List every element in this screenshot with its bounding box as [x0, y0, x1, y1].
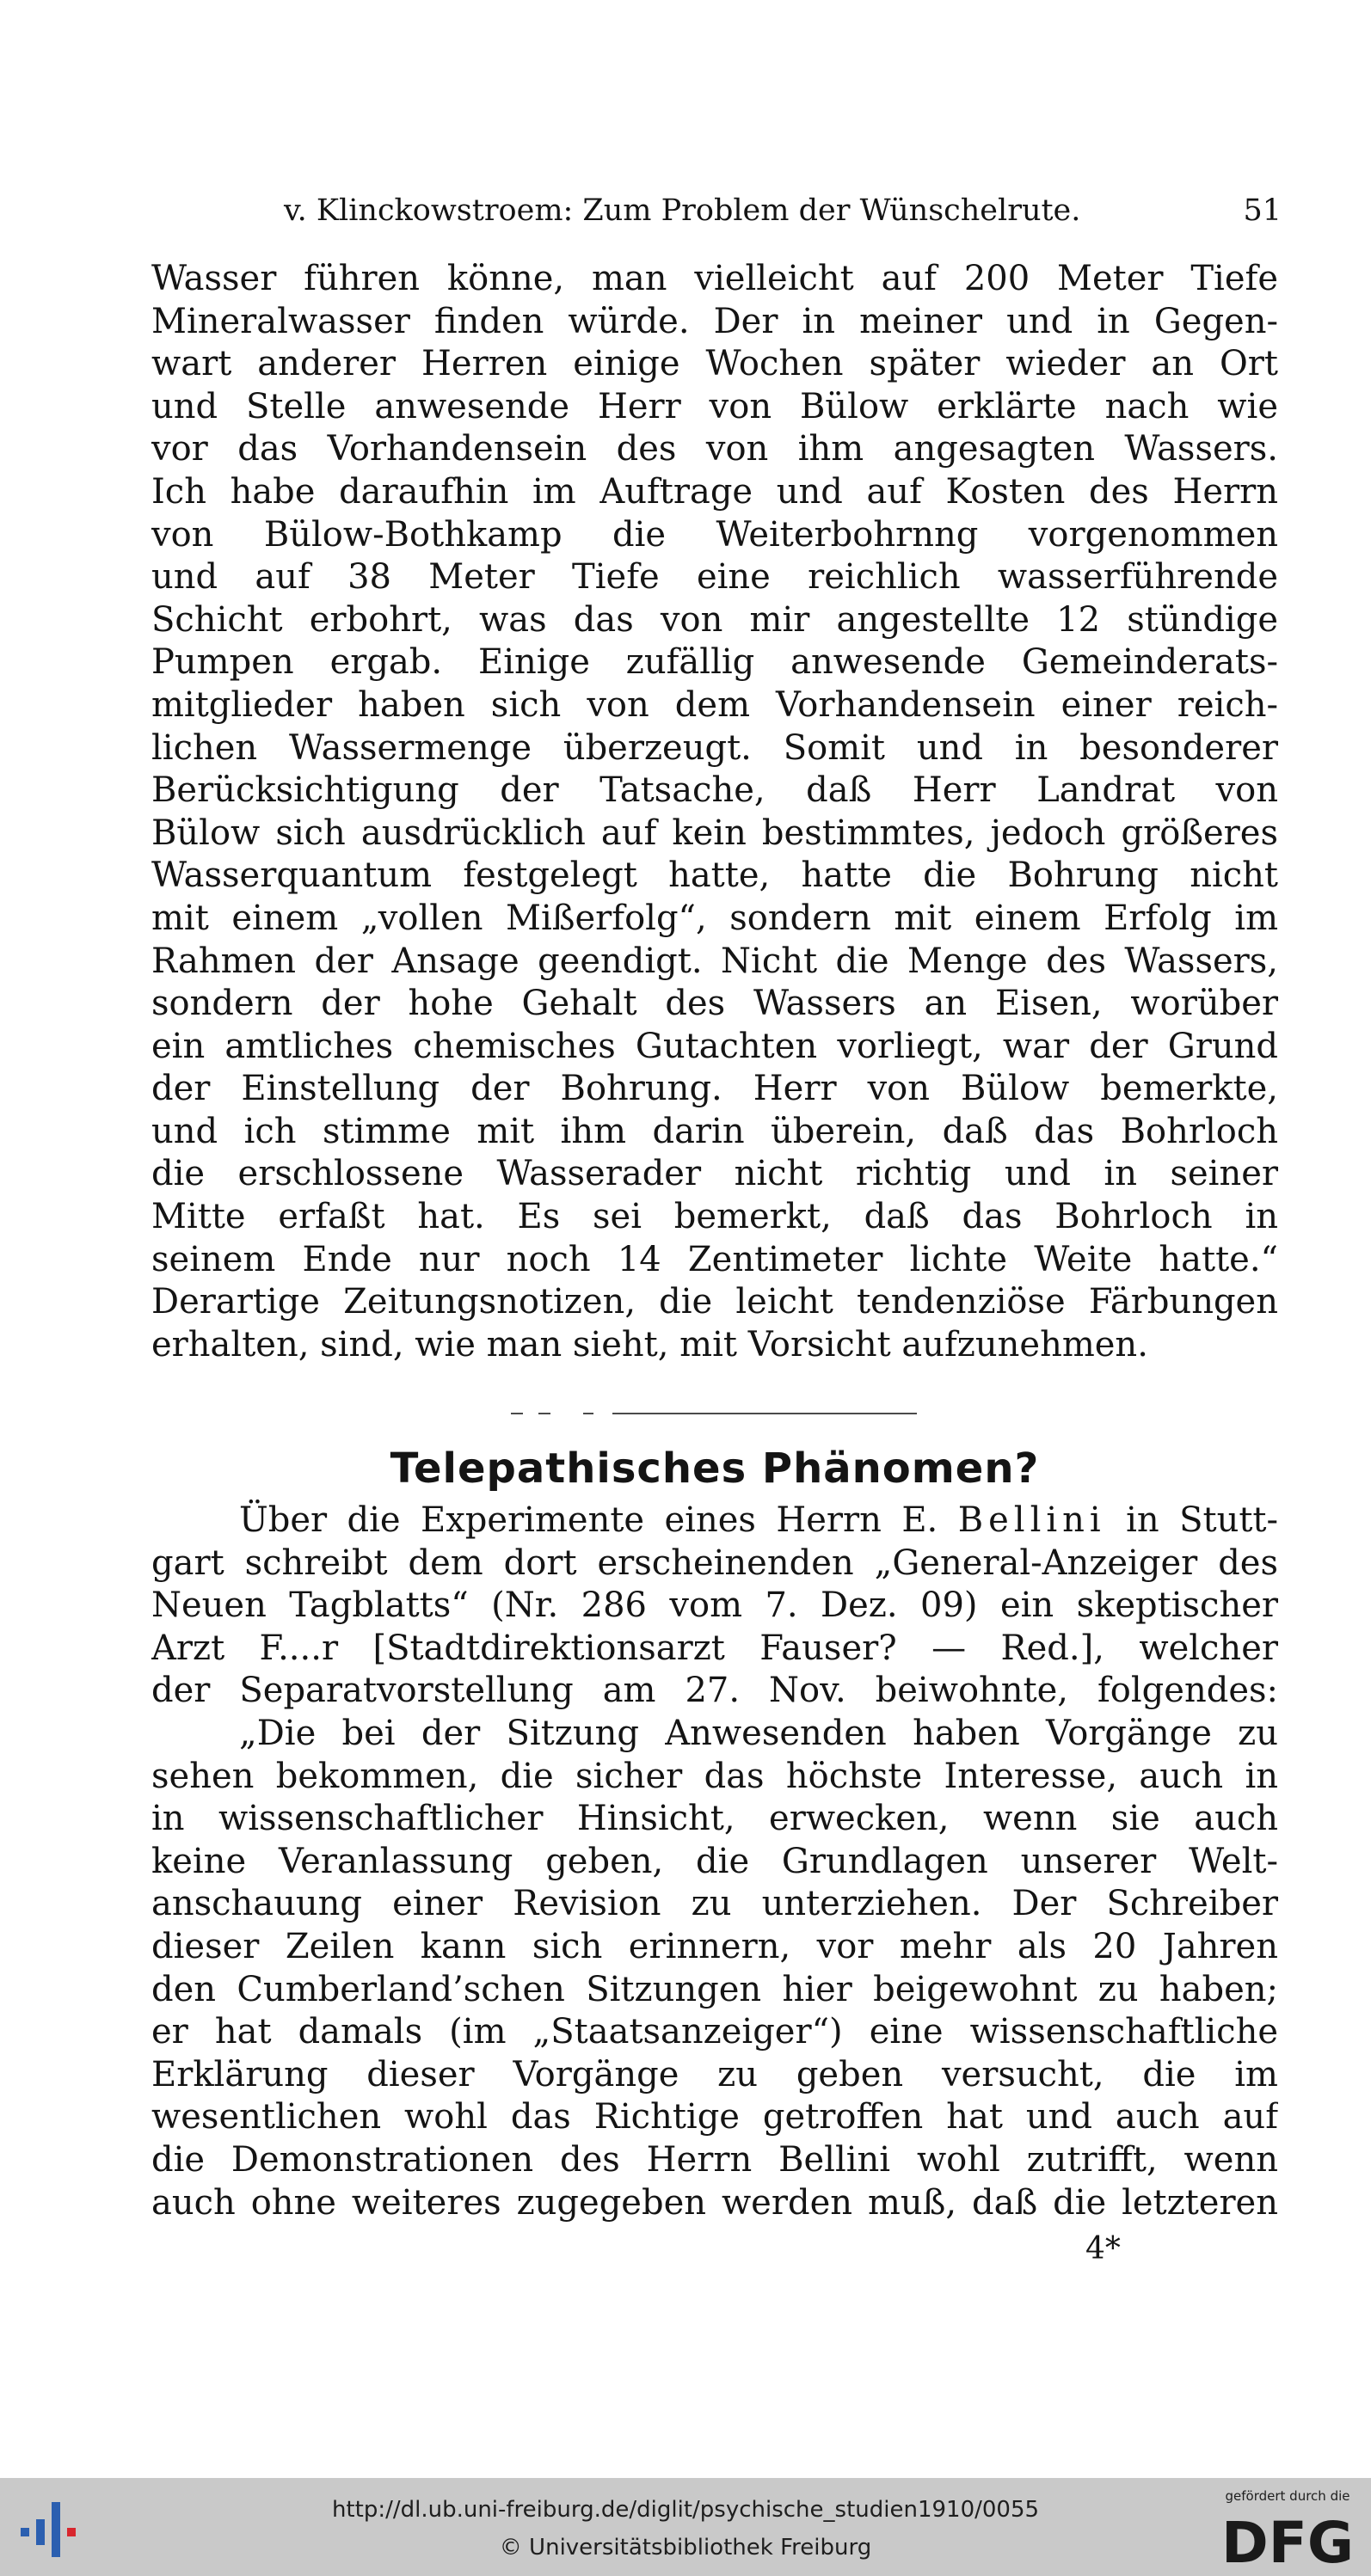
text-line: Über die Experimente eines Herrn E. Bellini in Stutt- [239, 1500, 1278, 1540]
text-line: Arzt F....r [Stadtdirektionsarzt Fauser? — Red.], welcher [151, 1628, 1278, 1668]
text-line: und ich stimme mit ihm darin überein, daß das Bohrloch [151, 1111, 1278, 1151]
text-line: auch ohne weiteres zugegeben werden muß, daß die letzteren [151, 2182, 1278, 2223]
text-line: Wasser führen könne, man vielleicht auf 200 Meter Tiefe [151, 259, 1278, 298]
separator-dash [511, 1413, 523, 1414]
dfg-caption: gefördert durch die [1225, 2488, 1350, 2504]
text-line: Mineralwasser finden würde. Der in meiner und in Gegen- [151, 301, 1278, 341]
section-heading: Telepathisches Phänomen? [390, 1444, 1040, 1493]
text-line: die Demonstrationen des Herrn Bellini wohl zutrifft, wenn [151, 2139, 1278, 2180]
separator-rule [612, 1413, 917, 1414]
text-line: ein amtliches chemisches Gutachten vorliegt, war der Grund [151, 1026, 1278, 1066]
text-line: Schicht erbohrt, was das von mir angestellte 12 stündige [151, 599, 1278, 640]
text-line: er hat damals (im „Staatsanzeiger“) eine wissenschaftliche [151, 2012, 1278, 2052]
dfg-logo-text: DFG [1220, 2510, 1355, 2569]
page-number: 51 [1243, 193, 1282, 228]
signature-mark: 4* [1085, 2231, 1121, 2266]
text-line: lichen Wassermenge überzeugt. Somit und in besonderer [151, 727, 1278, 768]
text-line: Derartige Zeitungsnotizen, die leicht tendenziöse Färbungen [151, 1282, 1278, 1322]
document-url[interactable]: http://dl.ub.uni-freiburg.de/diglit/psychische_studien1910/0055 [331, 2497, 1040, 2523]
section-separator [507, 1413, 920, 1416]
text-line: den Cumberland’schen Sitzungen hier beigewohnt zu haben; [151, 1969, 1278, 2009]
running-head [284, 187, 1282, 234]
text-line: wart anderer Herren einige Wochen später wieder an Ort [151, 344, 1278, 384]
text-line: und Stelle anwesende Herr von Bülow erklärte nach wie [151, 386, 1278, 426]
person-name-spaced: Bellini [957, 1500, 1106, 1540]
text-line: Rahmen der Ansage geendigt. Nicht die Menge des Wassers, [151, 941, 1278, 981]
text-line: Neuen Tagblatts“ (Nr. 286 vom 7. Dez. 09) ein skeptischer [151, 1585, 1278, 1626]
text-line: Wasserquantum festgelegt hatte, hatte die Bohrung nicht [151, 856, 1278, 896]
text-line: erhalten, sind, wie man sieht, mit Vorsicht aufzunehmen. [151, 1324, 1148, 1365]
text-line: gart schreibt dem dort erscheinenden „General-Anzeiger des [151, 1543, 1278, 1583]
text-line: mit einem „vollen Mißerfolg“, sondern mit einem Erfolg im [151, 898, 1278, 938]
text-line: sondern der hohe Gehalt des Wassers an Eisen, worüber [151, 984, 1278, 1024]
text-line: Ich habe daraufhin im Auftrage und auf Kosten des Herrn [151, 471, 1278, 512]
text-line: dieser Zeilen kann sich erinnern, vor mehr als 20 Jahren [151, 1926, 1278, 1966]
text-line: Pumpen ergab. Einige zufällig anwesende Gemeinderats- [151, 642, 1278, 683]
text-line: mitglieder haben sich von dem Vorhandensein einer reich- [151, 684, 1278, 725]
text-line: keine Veranlassung geben, die Grundlagen unserer Welt- [151, 1841, 1278, 1881]
text-line: Mitte erfaßt hat. Es sei bemerkt, daß das Bohrloch in [151, 1197, 1278, 1237]
text-line: wesentlichen wohl das Richtige getroffen hat und auch auf [151, 2097, 1278, 2137]
paragraph-continuation [151, 258, 1278, 1366]
text-line: Berücksichtigung der Tatsache, daß Herr Landrat von [151, 770, 1278, 811]
text-line: und auf 38 Meter Tiefe eine reichlich wasserführende [151, 557, 1278, 598]
separator-dash [583, 1413, 593, 1414]
text-line: in wissenschaftlicher Hinsicht, erwecken, wenn sie auch [151, 1799, 1278, 1839]
text-line: Erklärung dieser Vorgänge zu geben versucht, die im [151, 2054, 1278, 2095]
text-line: die erschlossene Wasserader nicht richtig und in seiner [151, 1154, 1278, 1194]
paragraph-quote [151, 1713, 1278, 2224]
text-line: „Die bei der Sitzung Anwesenden haben Vorgänge zu [239, 1714, 1278, 1753]
text-line: von Bülow-Bothkamp die Weiterbohrnng vorgenommen [151, 514, 1278, 555]
text-line: anschauung einer Revision zu unterziehen. Der Schreiber [151, 1884, 1278, 1924]
text-line: seinem Ende nur noch 14 Zentimeter lichte Weite hatte.“ [151, 1239, 1278, 1279]
funding-note [1208, 2485, 1368, 2574]
running-head-title: v. Klinckowstroem: Zum Problem der Wünschelrute. [284, 193, 1081, 228]
text-line: vor das Vorhandensein des von ihm angesagten Wassers. [151, 429, 1278, 469]
footer-bar [0, 2478, 1371, 2576]
text-line: der Einstellung der Bohrung. Herr von Bülow bemerkte, [151, 1069, 1278, 1109]
text-line: Bülow sich ausdrücklich auf kein bestimmtes, jedoch größeres [151, 813, 1278, 853]
paragraph-intro [151, 1500, 1278, 1713]
separator-dash [538, 1413, 550, 1414]
text-line: der Separatvorstellung am 27. Nov. beiwohnte, folgendes: [151, 1671, 1278, 1711]
text-line: sehen bekommen, die sicher das höchste Interesse, auch in [151, 1756, 1278, 1796]
dfg-logo-icon [1214, 2509, 1361, 2569]
copyright-notice: © Universitätsbibliothek Freiburg [499, 2535, 872, 2561]
